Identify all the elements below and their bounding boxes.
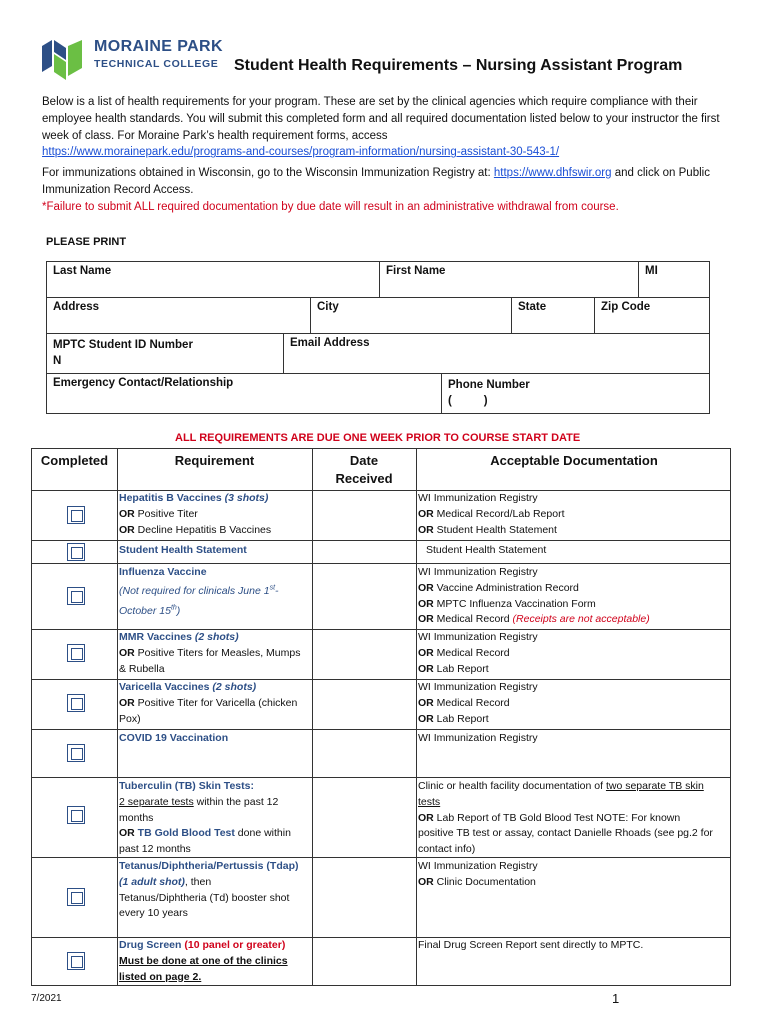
state-field[interactable]: State — [512, 298, 595, 334]
footer-date: 7/2021 — [31, 993, 62, 1004]
tdap-documentation: WI Immunization Registry OR Clinic Documentation — [418, 860, 538, 888]
header-completed: Completed — [40, 453, 109, 468]
hepb-requirement: Hepatitis B Vaccines (3 shots) OR Positive Titer OR Decline Hepatitis B Vaccines — [119, 492, 272, 536]
varicella-requirement: Varicella Vaccines (2 shots) OR Positive Titer for Varicella (chicken Pox) — [119, 681, 298, 725]
student-id-field[interactable]: MPTC Student ID Number N — [47, 334, 284, 374]
mmr-documentation: WI Immunization Registry OR Medical Record OR Lab Report — [418, 631, 538, 675]
intro-text — [42, 94, 732, 216]
logo-line-2: TECHNICAL COLLEGE — [94, 58, 219, 70]
influenza-requirement: Influenza Vaccine (Not required for clinicals June 1st- October 15th) — [119, 566, 279, 617]
phone-field[interactable]: Phone Number ( ) — [448, 379, 530, 407]
table-row — [32, 563, 730, 629]
health-statement-requirement: Student Health Statement — [119, 544, 247, 556]
mi-field[interactable]: MI — [639, 262, 709, 298]
covid-requirement: COVID 19 Vaccination — [119, 732, 229, 744]
city-field[interactable]: City — [311, 298, 512, 334]
table-row — [32, 937, 730, 987]
table-row — [32, 490, 730, 540]
zip-field[interactable]: Zip Code — [595, 298, 709, 334]
mmr-checkbox[interactable] — [67, 644, 85, 662]
due-notice: ALL REQUIREMENTS ARE DUE ONE WEEK PRIOR TO COURSE START DATE — [175, 432, 581, 444]
moraine-park-logo-icon — [42, 38, 88, 82]
covid-documentation: WI Immunization Registry — [418, 732, 538, 744]
tb-checkbox[interactable] — [67, 806, 85, 824]
tdap-requirement: Tetanus/Diphtheria/Pertussis (Tdap) (1 adult shot), then Tetanus/Diphtheria (Td) booster shot every 10 years — [119, 860, 299, 920]
tb-requirement: Tuberculin (TB) Skin Tests: 2 separate tests within the past 12 months OR TB Gold Blood Test done within past 12 months — [119, 780, 291, 856]
header-documentation: Acceptable Documentation — [490, 453, 658, 468]
warning-text: *Failure to submit ALL required documentation by due date will result in an administrative withdrawal from course. — [42, 200, 619, 213]
hepb-documentation: WI Immunization Registry OR Medical Record/Lab Report OR Student Health Statement — [418, 492, 565, 536]
drug-screen-documentation: Final Drug Screen Report sent directly to MPTC. — [418, 939, 644, 951]
first-name-field[interactable]: First Name — [380, 262, 639, 298]
covid-checkbox[interactable] — [67, 744, 85, 762]
health-statement-checkbox[interactable] — [67, 543, 85, 561]
table-row — [32, 679, 730, 729]
address-field[interactable]: Address — [47, 298, 311, 334]
emergency-contact-field[interactable]: Emergency Contact/Relationship — [47, 374, 442, 414]
drug-screen-checkbox[interactable] — [67, 952, 85, 970]
influenza-documentation: WI Immunization Registry OR Vaccine Administration Record OR MPTC Influenza Vaccination Form OR Medical Record (Receipts are not acceptable) — [418, 566, 650, 626]
registry-link[interactable]: https://www.dhfswir.org — [493, 167, 612, 180]
page-title: Student Health Requirements – Nursing Assistant Program — [234, 57, 683, 74]
table-row — [32, 540, 730, 563]
student-info-form — [46, 261, 710, 414]
header-requirement: Requirement — [174, 453, 255, 468]
table-row — [32, 857, 730, 937]
varicella-documentation: WI Immunization Registry OR Medical Record OR Lab Report — [418, 681, 538, 725]
table-row — [32, 777, 730, 857]
health-statement-documentation: Student Health Statement — [426, 544, 547, 556]
varicella-checkbox[interactable] — [67, 694, 85, 712]
mmr-requirement: MMR Vaccines (2 shots) OR Positive Titers for Measles, Mumps & Rubella — [119, 631, 301, 675]
tdap-checkbox[interactable] — [67, 888, 85, 906]
header-date-received: Date Received — [335, 453, 393, 486]
intro-paragraph-1: Below is a list of health requirements for your program. These are set by the clinical agencies which require compliance with their employee health standards. You will submit this completed form and all required documentation listed below to your instructor the first week of class. For Moraine Park’s health requirement forms, access https://www.morainepark.edu/programs-and-courses/program-information/nursing-assistant-30-543-1/ — [42, 96, 720, 159]
logo-line-1: MORAINE PARK — [94, 38, 223, 55]
last-name-field[interactable]: Last Name — [47, 262, 380, 298]
program-link[interactable]: https://www.morainepark.edu/programs-and-courses/program-information/nursing-assistant-30-543-1/ — [42, 146, 560, 159]
intro-paragraph-2: For immunizations obtained in Wisconsin, go to the Wisconsin Immunization Registry at: https://www.dhfswir.org and click on Public Immunization Record Access. — [42, 167, 710, 196]
page-number: 1 — [612, 991, 620, 1006]
college-logo — [42, 38, 222, 82]
drug-screen-requirement: Drug Screen (10 panel or greater) Must be done at one of the clinics listed on page 2. — [119, 939, 288, 983]
email-field[interactable]: Email Address — [284, 334, 709, 374]
influenza-checkbox[interactable] — [67, 587, 85, 605]
tb-documentation: Clinic or health facility documentation of two separate TB skin tests OR Lab Report of TB Gold Blood Test NOTE: For known positive TB test or assay, contact Danielle Rhoads (see pg.2 for contact info) — [418, 780, 713, 856]
please-print-label: PLEASE PRINT — [46, 236, 127, 248]
table-row — [32, 629, 730, 679]
table-row — [32, 729, 730, 777]
requirements-table — [31, 448, 731, 986]
hepb-checkbox[interactable] — [67, 506, 85, 524]
